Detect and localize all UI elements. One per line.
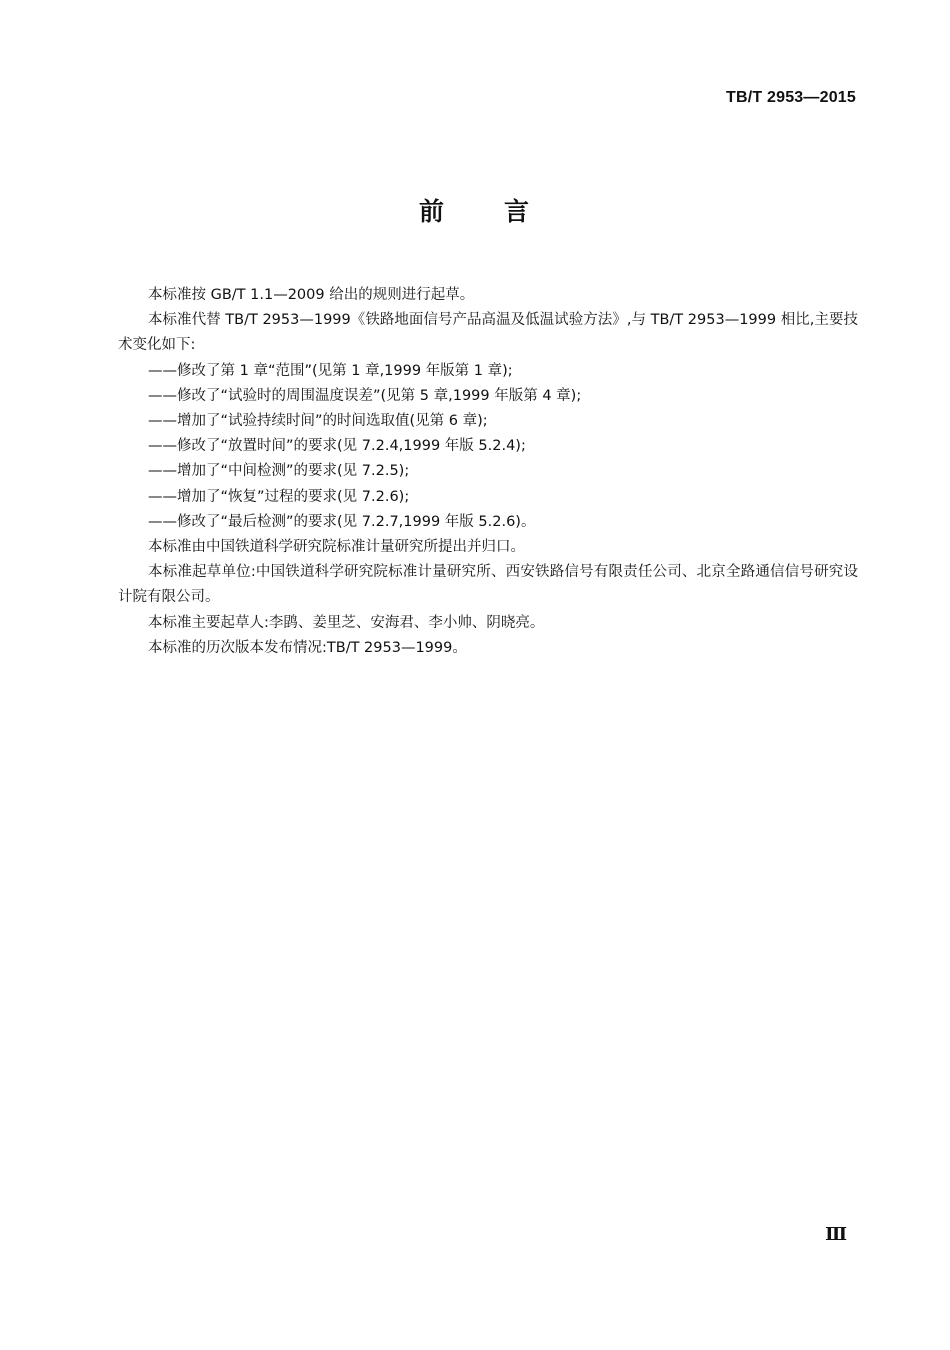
- paragraph-version-history: 本标准的历次版本发布情况:TB/T 2953—1999。: [148, 639, 467, 656]
- paragraph-drafting-units: 本标准起草单位:中国铁道科学研究院标准计量研究所、西安铁路信号有限责任公司、北京全路通信信号研究设计院有限公司。: [118, 564, 858, 606]
- paragraph-replacement: 本标准代替 TB/T 2953—1999《铁路地面信号产品高温及低温试验方法》,与 TB/T 2953—1999 相比,主要技术变化如下:: [118, 312, 858, 354]
- paragraph-drafters: 本标准主要起草人:李鹍、姜里芝、安海君、李小帅、阴晓亮。: [148, 614, 545, 631]
- change-item: ——增加了“试验持续时间”的时间选取值(见第 6 章);: [148, 413, 488, 430]
- change-item: ——增加了“恢复”过程的要求(见 7.2.6);: [148, 488, 410, 505]
- paragraph-proposer: 本标准由中国铁道科学研究院标准计量研究所提出并归口。: [148, 539, 525, 556]
- change-item: ——修改了“放置时间”的要求(见 7.2.4,1999 年版 5.2.4);: [148, 438, 526, 455]
- change-item: ——增加了“中间检测”的要求(见 7.2.5);: [148, 463, 410, 480]
- change-item: ——修改了第 1 章“范围”(见第 1 章,1999 年版第 1 章);: [148, 362, 513, 379]
- paragraph-drafting-rules: 本标准按 GB/T 1.1—2009 给出的规则进行起草。: [148, 287, 475, 303]
- change-item: ——修改了“试验时的周围温度误差”(见第 5 章,1999 年版第 4 章);: [148, 387, 582, 404]
- page-title: [0, 192, 950, 228]
- title-char-2: 言: [504, 197, 532, 226]
- standard-code: TB/T 2953—2015: [726, 89, 856, 106]
- foreword-body: [118, 283, 858, 661]
- page-number: Ⅲ: [825, 1224, 847, 1244]
- change-item: ——修改了“最后检测”的要求(见 7.2.7,1999 年版 5.2.6)。: [148, 513, 536, 530]
- title-char-1: 前: [418, 197, 446, 226]
